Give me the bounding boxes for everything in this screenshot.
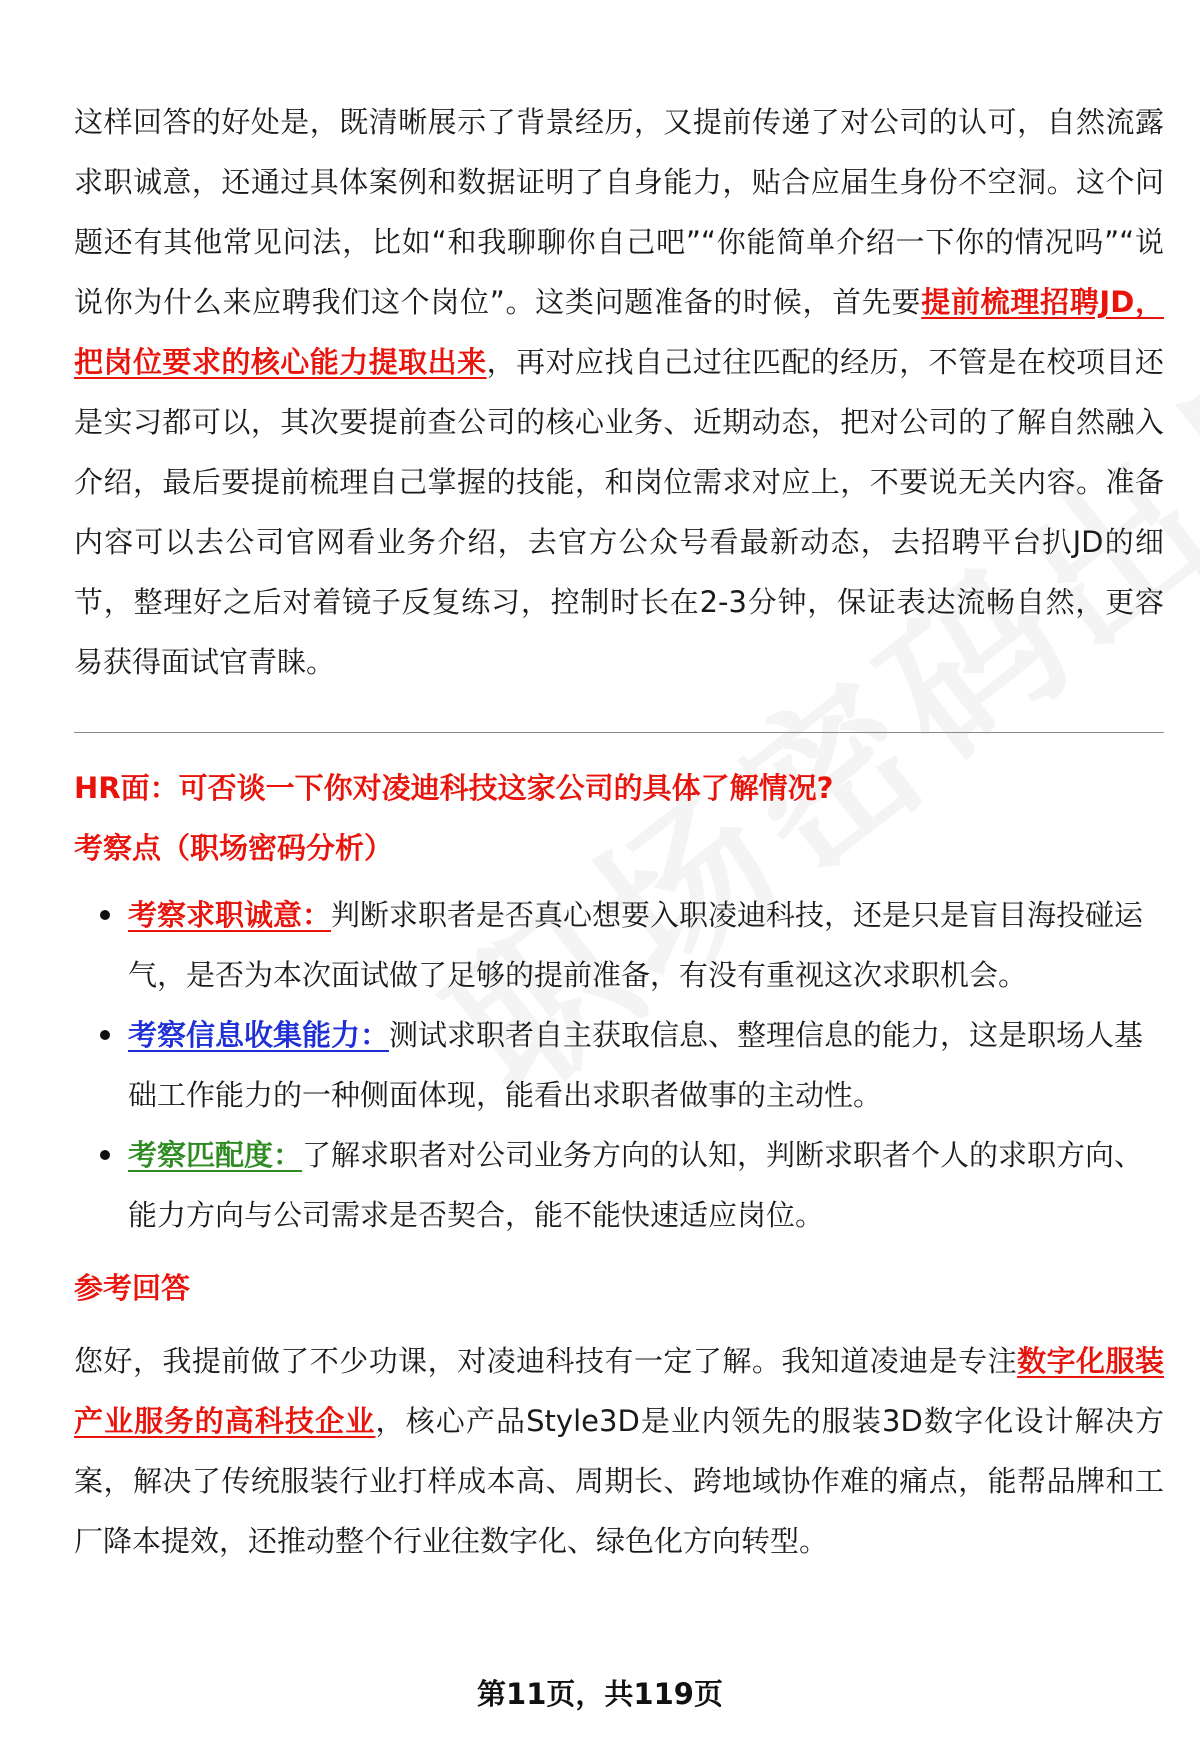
answer-highlight: 数字化服装产业服务的高科技企业 <box>74 1344 1164 1438</box>
intro-text-before: 这样回答的好处是，既清晰展示了背景经历，又提前传递了对公司的认可，自然流露求职诚意，还通过具体案例和数据证明了自身能力，贴合应届生身份不空洞。这个问题还有其他常见问法，比如“和我聊聊你自己吧”“你能简单介绍一下你的情况吗”“说说你为什么来应聘我们这个岗位”。这类问题准备的时候，首先要 <box>74 105 1164 319</box>
intro-paragraph <box>74 92 1164 692</box>
answer-paragraph <box>74 1331 1164 1571</box>
analysis-point-label: 考察求职诚意： <box>128 898 332 932</box>
intro-text-after: ，再对应找自己过往匹配的经历，不管是在校项目还是实习都可以，其次要提前查公司的核心业务、近期动态，把对公司的了解自然融入介绍，最后要提前梳理自己掌握的技能，和岗位需求对应上，不要说无关内容。准备内容可以去公司官网看业务介绍，去官方公众号看最新动态，去招聘平台扒JD的细节，整理好之后对着镜子反复练习，控制时长在2-3分钟，保证表达流畅自然，更容易获得面试官青睐。 <box>74 345 1164 679</box>
page-number: 第11页，共119页 <box>477 1677 723 1711</box>
answer-heading: 参考回答 <box>74 1271 191 1305</box>
answer-text-before: 您好，我提前做了不少功课，对凌迪科技有一定了解。我知道凌迪是专注 <box>74 1344 1018 1378</box>
bullet-icon <box>100 1030 110 1040</box>
section-divider <box>74 732 1164 733</box>
bullet-icon <box>100 1150 110 1160</box>
answer-text-after: ，核心产品Style3D是业内领先的服装3D数字化设计解决方案，解决了传统服装行业打样成本高、周期长、跨地域协作难的痛点，能帮品牌和工厂降本提效，还推动整个行业往数字化、绿色化方向转型。 <box>74 1404 1164 1558</box>
analysis-point-text: 判断求职者是否真心想要入职凌迪科技，还是只是盲目海投碰运气，是否为本次面试做了足够的提前准备，有没有重视这次求职机会。 <box>128 898 1144 992</box>
bullet-icon <box>100 910 110 920</box>
analysis-heading: 考察点（职场密码分析） <box>74 831 394 865</box>
analysis-point <box>74 885 1164 1005</box>
intro-highlight: 提前梳理招聘JD，把岗位要求的核心能力提取出来 <box>74 285 1164 379</box>
analysis-point-label: 考察匹配度： <box>128 1138 303 1172</box>
question-heading: HR面：可否谈一下你对凌迪科技这家公司的具体了解情况? <box>74 771 834 805</box>
page-content <box>74 92 1164 1571</box>
analysis-point <box>74 1125 1164 1245</box>
analysis-point-list <box>74 885 1164 1245</box>
analysis-point-label: 考察信息收集能力： <box>128 1018 390 1052</box>
analysis-point-text: 测试求职者自主获取信息、整理信息的能力，这是职场人基础工作能力的一种侧面体现，能看出求职者做事的主动性。 <box>128 1018 1144 1112</box>
analysis-point <box>74 1005 1164 1125</box>
analysis-point-text: 了解求职者对公司业务方向的认知，判断求职者个人的求职方向、能力方向与公司需求是否契合，能不能快速适应岗位。 <box>128 1138 1144 1232</box>
